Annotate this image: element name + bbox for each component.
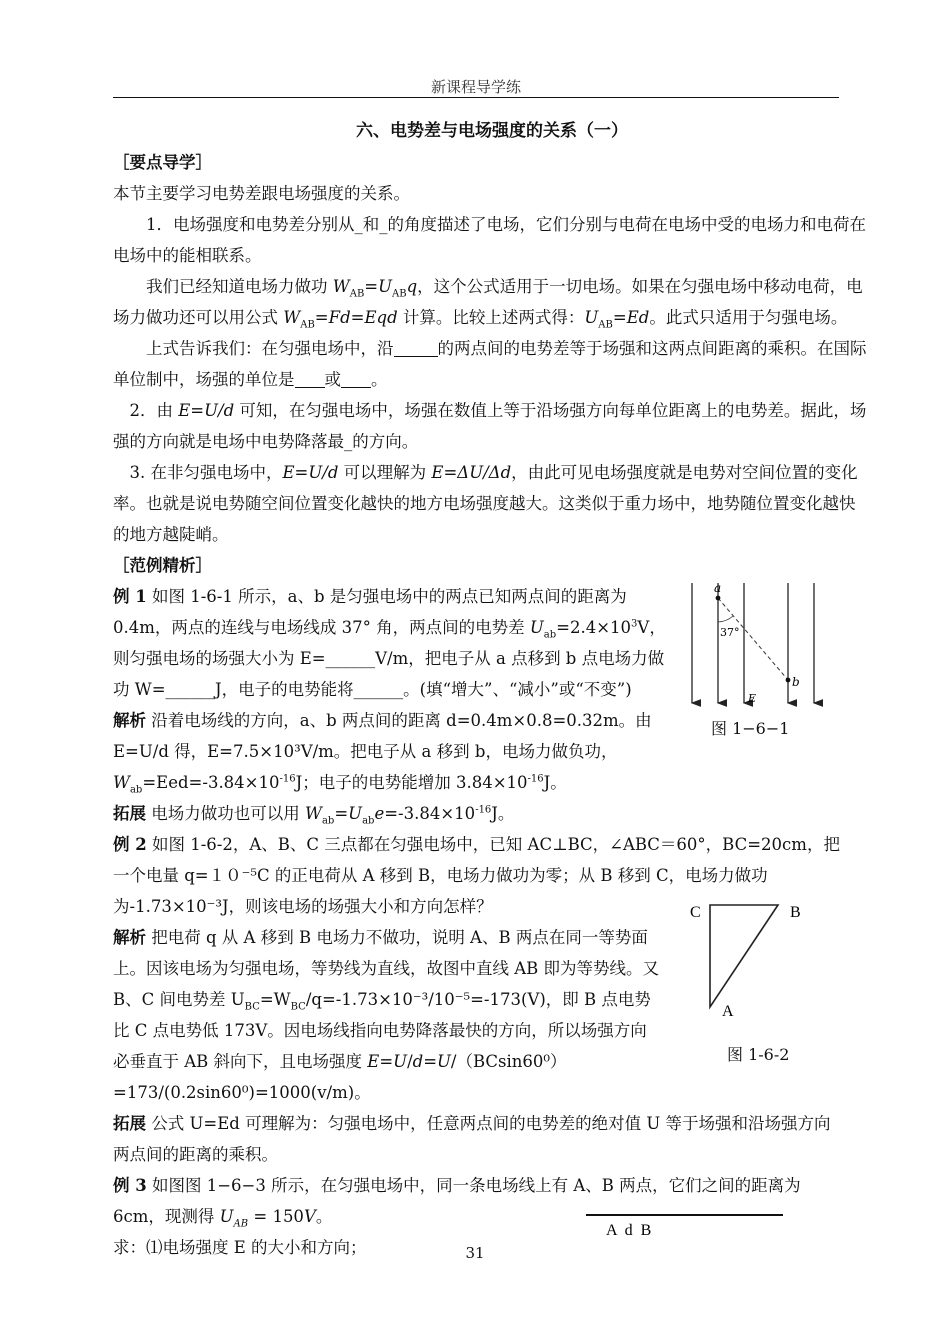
figure-1-6-3 — [586, 1210, 786, 1246]
example-1-block — [113, 581, 673, 798]
example-3-question-1: 求：⑴电场强度 E 的大小和方向； — [113, 1238, 367, 1257]
example-1-analysis: 解析 沿着电场线的方向，a、b 两点间的距离 d=0.4m×0.8=0.32m。由 E=U/d 得，E=7.5×10³V/m。把电子从 a 移到 b，电场力做负功，$W_{ab}=Eed=-3.84\times 10^{-16}J$；电子的电势能增加 $3.84\times 10^{-16}J$。 — [113, 711, 652, 796]
work-formula-paragraph: 我们已经知道电场力做功 $W_{AB}=U_{AB}q$，这个公式适用于一切电场。如果在匀强电场中移动电荷，电场力做功还可以用公式 $W_{AB}=Fd=Eqd$ 计算。比较上述两式得：$U_{AB}=Ed$。此式只适用于匀强电场。 — [113, 277, 863, 331]
section-heading-examples: ［范例精析］ — [113, 556, 212, 575]
blank-line — [394, 338, 438, 357]
label-angle: 37° — [720, 626, 740, 639]
example-3-text: 例 3 如图图 1−6−3 所示，在匀强电场中，同一条电场线上有 A、B 两点，它们之间的距离为 6cm，现测得 $U_{AB} = 150V$。 — [113, 1176, 801, 1230]
blank-fill-paragraph: 上式告诉我们：在匀强电场中，沿 的两点间的电势差等于场强和这两点间距离的乘积。在国际单位制中，场强的单位是 或 。 — [113, 339, 867, 389]
label-E: E — [748, 692, 757, 705]
page-title: 六、电势差与电场强度的关系（一） — [356, 121, 628, 141]
angle-arc — [718, 616, 733, 622]
figure-1-6-1-caption: 图 1−6−1 — [711, 719, 790, 738]
example-1-extension: 拓展 电场力做功也可以用 $W_{ab}=U_{ab}e=-3.84\times 10^{-16}J$。 — [113, 804, 515, 827]
blank-line — [295, 369, 325, 388]
label-a: a — [714, 581, 722, 595]
ab-dashed-line — [718, 598, 788, 680]
example-2-extension: 拓展 公式 U=Ed 可理解为：匀强电场中，任意两点间的电势差的绝对值 U 等于场强和沿场强方向两点间的距离的乘积。 — [113, 1114, 831, 1164]
intro-paragraph: 本节主要学习电势差跟电场强度的关系。 — [113, 184, 410, 203]
running-header: 新课程导学练 — [430, 78, 521, 96]
triangle-abc — [710, 905, 778, 1007]
point-2-paragraph: 2．由 E=U/d 可知，在匀强电场中，场强在数值上等于沿场强方向每单位距离上的电势差。据此，场强的方向就是电场中电势降落最_的方向。 — [113, 401, 867, 451]
label-A: A — [722, 1003, 734, 1020]
header-rule — [113, 97, 839, 98]
point-3-paragraph: 3. 在非匀强电场中，E=U/d 可以理解为 E=ΔU/Δd，由此可见电场强度就是电势对空间位置的变化率。也就是说电势随空间位置变化越快的地方电场强度越大。这类似于重力场中，地势随位置变化越快的地方越陡峭。 — [113, 463, 858, 544]
label-b: b — [792, 675, 800, 689]
label-B: B — [790, 904, 801, 921]
point-b — [786, 678, 791, 683]
example-2-text: 例 2 如图 1-6-2，A、B、C 三点都在匀强电场中，已知 AC⊥BC，∠ABC＝60°，BC=20cm，把一个电量 q=１０⁻⁵C 的正电荷从 A 移到 B，电场力做功为零；从 B 移到 C，电场力做功为-1.73×10⁻³J，则该电场的场强大小和方向怎样？ — [113, 835, 840, 916]
blank-line — [341, 369, 371, 388]
example-1-text: 例 1 如图 1-6-1 所示，a、b 是匀强电场中的两点已知两点间的距离为 0.4m，两点的连线与电场线成 37° 角，两点间的电势差 $U_{ab}=2.4\times 10^3V$，则匀强电场的场强大小为 E=______V/m，把电子从 a 点移到 b 点电场力做功 W=______J，电子的电势能将______。(填“增大”、“减小”或“不变”) — [113, 587, 666, 699]
label-C: C — [690, 904, 701, 921]
figure-1-6-1 — [680, 578, 830, 738]
section-heading-key-points: ［要点导学］ — [113, 153, 212, 172]
label-a-d-b: A d B — [606, 1222, 654, 1239]
point-a — [716, 596, 721, 601]
figure-1-6-2 — [686, 895, 816, 1025]
page-number: 31 — [465, 1244, 485, 1262]
figure-1-6-2-caption: 图 1-6-2 — [727, 1045, 790, 1064]
point-1-paragraph: 1．电场强度和电势差分别从_和_的角度描述了电场，它们分别与电荷在电场中受的电场力和电荷在电场中的能相联系。 — [113, 215, 866, 265]
example-2-analysis: 解析 把电荷 q 从 A 移到 B 电场力不做功，说明 A、B 两点在同一等势面上。因该电场为匀强电场，等势线为直线，故图中直线 AB 即为等势线。又 B、C 间电势差 $U_{BC}=W_{BC}/q=-1.73\times 10^{-3}/10^{-5}=-173(V)$，即 B 点电势比 C 点电势低 173V。因电场线指向电势降落最快的方向，所以场强方向必垂直于 AB 斜向下，且电场强度 E=U/d=U/（BCsin60⁰）=173/(0.2sin60⁰)=1000(v/m)。 — [113, 928, 660, 1102]
